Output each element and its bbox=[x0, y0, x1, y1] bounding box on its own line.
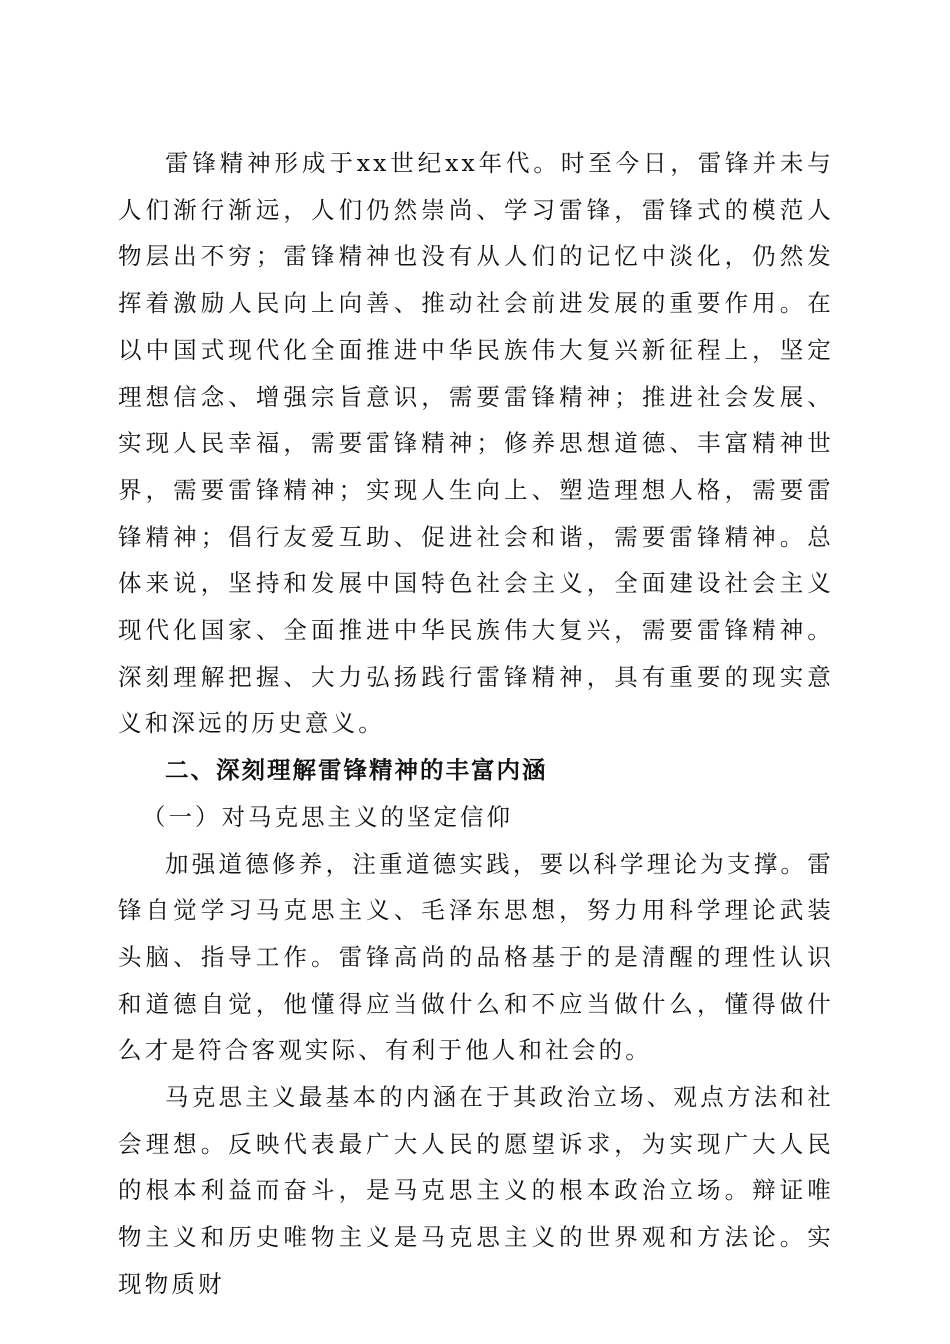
document-body bbox=[118, 140, 834, 1308]
section-heading: 二、深刻理解雷锋精神的丰富内涵 bbox=[165, 756, 548, 785]
intro-paragraph: 雷锋精神形成于xx世纪xx年代。时至今日，雷锋并未与人们渐行渐远，人们仍然崇尚、学习雷锋，雷锋式的模范人物层出不穷；雷锋精神也没有从人们的记忆中淡化，仍然发挥着激励人民向上向善、推动社会前进发展的重要作用。在以中国式现代化全面推进中华民族伟大复兴新征程上，坚定理想信念、增强宗旨意识，需要雷锋精神；推进社会发展、实现人民幸福，需要雷锋精神；修养思想道德、丰富精神世界，需要雷锋精神；实现人生向上、塑造理想人格，需要雷锋精神；倡行友爱互助、促进社会和谐，需要雷锋精神。总体来说，坚持和发展中国特色社会主义，全面建设社会主义现代化国家、全面推进中华民族伟大复兴，需要雷锋精神。深刻理解把握、大力弘扬践行雷锋精神，具有重要的现实意义和深远的历史意义。 bbox=[118, 149, 834, 738]
subsection-heading: （一）对马克思主义的坚定信仰 bbox=[142, 802, 513, 831]
body-paragraph-2: 马克思主义最基本的内涵在于其政治立场、观点方法和社会理想。反映代表最广大人民的愿望诉求，为实现广大人民的根本利益而奋斗，是马克思主义的根本政治立场。辩证唯物主义和历史唯物主义是马克思主义的世界观和方法论。实现物质财 bbox=[118, 1083, 834, 1298]
body-paragraph-1: 加强道德修养，注重道德实践，要以科学理论为支撑。雷锋自觉学习马克思主义、毛泽东思想，努力用科学理论武装头脑、指导工作。雷锋高尚的品格基于的是清醒的理性认识和道德自觉，他懂得应当做什么和不应当做什么，懂得做什么才是符合客观实际、有利于他人和社会的。 bbox=[118, 849, 834, 1065]
